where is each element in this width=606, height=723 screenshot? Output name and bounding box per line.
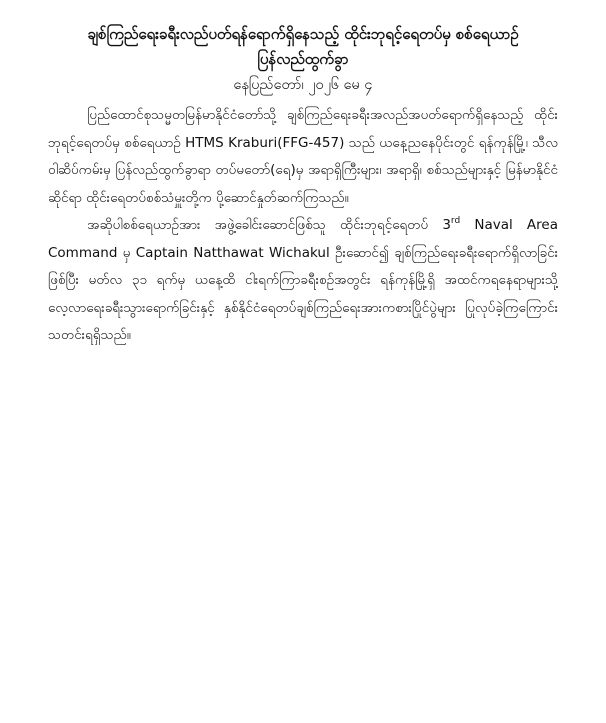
dateline: နေပြည်တော်၊ ၂၀၂၆ မေ ၄ bbox=[233, 77, 373, 93]
press-release bbox=[48, 22, 558, 350]
headline-line-2: ပြန်လည်ထွက်ခွာ bbox=[257, 50, 349, 68]
ordinal-suffix: rd bbox=[450, 216, 461, 226]
body-paragraph-2 bbox=[48, 212, 558, 350]
body-paragraph-1: ပြည်ထောင်စုသမ္မတမြန်မာနိုင်ငံတော်သို့ ချစ်ကြည်ရေးခရီးအလည်အပတ်ရောက်ရှိနေသည့် ထိုင်းဘုရင့်ရေတပ်မှ စစ်ရေယာဉ် HTMS Kraburi(FFG-457) သည် ယနေ့ညနေပိုင်းတွင် ရန်ကုန်မြို့၊ သီလဝါဆိပ်ကမ်းမှ ပြန်လည်ထွက်ခွာရာ တပ်မတော်(ရေ)မှ အရာရှိကြီးများ၊ အရာရှိ၊ စစ်သည်များနှင့် မြန်မာနိုင်ငံဆိုင်ရာ ထိုင်းရေတပ်စစ်သံမှူးတို့က ပို့ဆောင်နှုတ်ဆက်ကြသည်။ bbox=[48, 107, 558, 206]
body-paragraph-2-part-2: Naval Area Command မှ Captain Natthawat Wichakul ဦးဆောင်၍ ချစ်ကြည်ရေးခရီးရောက်ရှိလာခြင်းဖြစ်ပြီး မတ်လ ၃၁ ရက်မှ ယနေ့ထိ ငါးရက်ကြာခရီးစဉ်အတွင်း ရန်ကုန်မြို့ရှိ အထင်ကရနေရာများသို့ လေ့လာရေးခရီးသွားရောက်ခြင်းနှင့် နှစ်နိုင်ငံရေတပ်ချစ်ကြည်ရေးအားကစားပြိုင်ပွဲများ ပြုလုပ်ခဲ့ကြကြောင်း သတင်းရရှိသည်။ bbox=[48, 217, 558, 343]
body-paragraph-2-part-1: အဆိုပါစစ်ရေယာဉ်အား အဖွဲ့ခေါင်းဆောင်ဖြစ်သူ ထိုင်းဘုရင့်ရေတပ် 3 bbox=[87, 217, 451, 233]
headline-line-1: ချစ်ကြည်ရေးခရီးလည်ပတ်ရန်ရောက်ရှိနေသည့် ထိုင်းဘုရင့်ရေတပ်မှ စစ်ရေယာဉ် bbox=[87, 25, 519, 43]
headline bbox=[48, 22, 558, 72]
